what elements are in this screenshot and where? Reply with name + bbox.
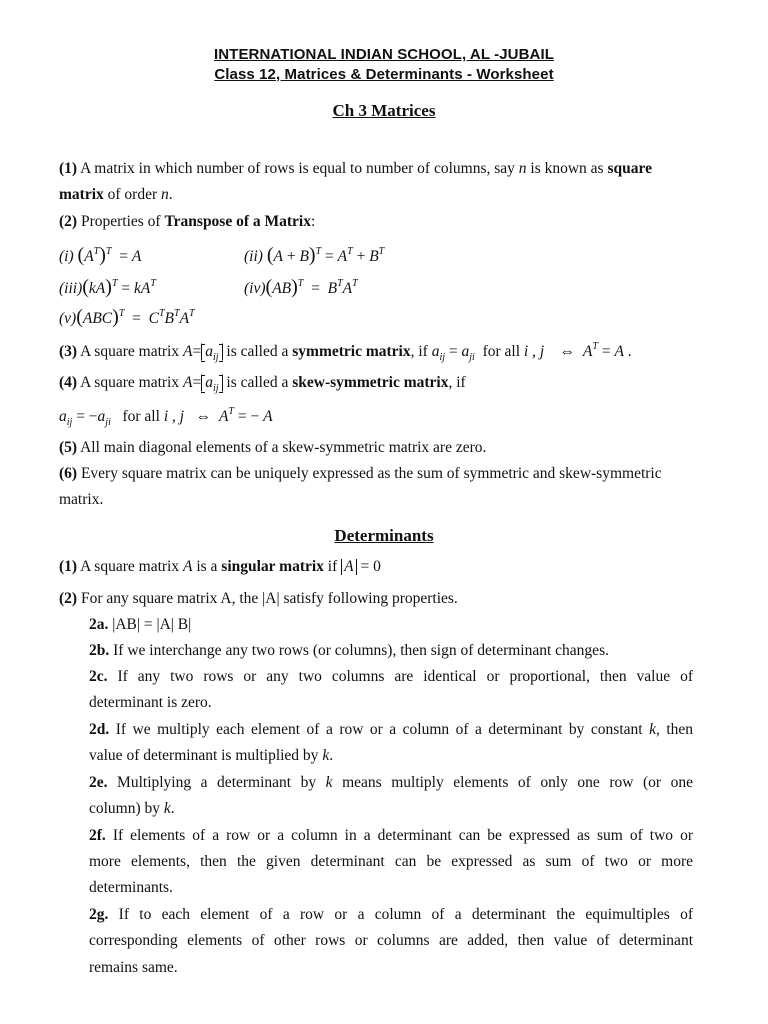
det-prop-2e: 2e. Multiplying a determinant by k means multiply elements of only one row (or one — [89, 774, 693, 791]
det-prop-2a: 2a. |AB| = |A| B| — [89, 616, 192, 633]
det-prop-2f-cont2: determinants. — [89, 879, 173, 896]
det-prop-2d-cont: value of determinant is multiplied by k. — [89, 747, 334, 764]
matrix-point-2: (2) Properties of Transpose of a Matrix: — [59, 213, 316, 230]
det-prop-2d: 2d. If we multiply each element of a row or a column of a determinant by constant k, then — [89, 721, 694, 738]
matrix-point-4-cont: $a_{ij} = -a_{ji}$ for all i , j ⇔ $A^T$ = − A — [59, 406, 273, 428]
matrix-point-3: (3) A square matrix $A= a_{ij}$ is called a symmetric matrix, if $a_{ij} = a_{ji}$ for all i , j ⇔ $A^T = A$ . — [59, 341, 632, 363]
transpose-prop-iv: $(iv)(AB)^T = B^TA^T$ — [244, 276, 358, 298]
det-prop-2g: 2g. If to each element of a row or a column of a determinant the equimultiples of — [89, 906, 693, 923]
matrix-point-5: (5) All main diagonal elements of a skew-symmetric matrix are zero. — [59, 439, 487, 456]
det-prop-2f-cont: more elements, then the given determinant can be expressed as sum of two or more — [89, 853, 693, 870]
matrix-point-1: (1) A matrix in which number of rows is equal to number of columns, say n is known as square — [59, 160, 652, 177]
transpose-prop-v: $(v)(ABC)^T = C^TB^TA^T$ — [59, 306, 195, 328]
worksheet-subtitle: Class 12, Matrices & Determinants - Worksheet — [214, 66, 554, 83]
matrix-point-1-cont: matrix of order n. — [59, 186, 173, 203]
det-prop-2g-cont2: remains same. — [89, 959, 178, 976]
det-prop-2e-cont: column) by k. — [89, 800, 175, 817]
det-point-1: (1) A square matrix A is a singular matrix if A = 0 — [59, 558, 381, 575]
matrices-title: Ch 3 Matrices — [332, 101, 436, 120]
transpose-prop-i: (i) $(A^T)^T = A$ — [59, 244, 142, 266]
det-prop-2c: 2c. If any two rows or any two columns are identical or proportional, then value of — [89, 668, 693, 685]
det-prop-2c-cont: determinant is zero. — [89, 694, 212, 711]
school-name: INTERNATIONAL INDIAN SCHOOL, AL -JUBAIL — [213, 46, 554, 63]
matrix-point-6: (6) Every square matrix can be uniquely expressed as the sum of symmetric and skew-symmetric — [59, 465, 662, 482]
determinants-title: Determinants — [334, 526, 434, 545]
det-prop-2g-cont: corresponding elements of other rows or columns are added, then value of determinant — [89, 932, 693, 949]
det-point-2: (2) For any square matrix A, the |A| satisfy following properties. — [59, 590, 458, 607]
det-prop-2f: 2f. If elements of a row or a column in a determinant can be expressed as sum of two or — [89, 827, 693, 844]
matrix-point-4: (4) A square matrix $A= a_{ij}$ is called a skew-symmetric matrix, if — [59, 374, 466, 394]
transpose-prop-iii: $(iii)(kA)^T = kA^T$ — [59, 276, 156, 298]
det-prop-2b: 2b. If we interchange any two rows (or columns), then sign of determinant changes. — [89, 642, 609, 659]
matrix-point-6-cont: matrix. — [59, 491, 104, 508]
transpose-prop-ii: (ii) $(A + B)^T = A^T + B^T$ — [244, 244, 385, 266]
